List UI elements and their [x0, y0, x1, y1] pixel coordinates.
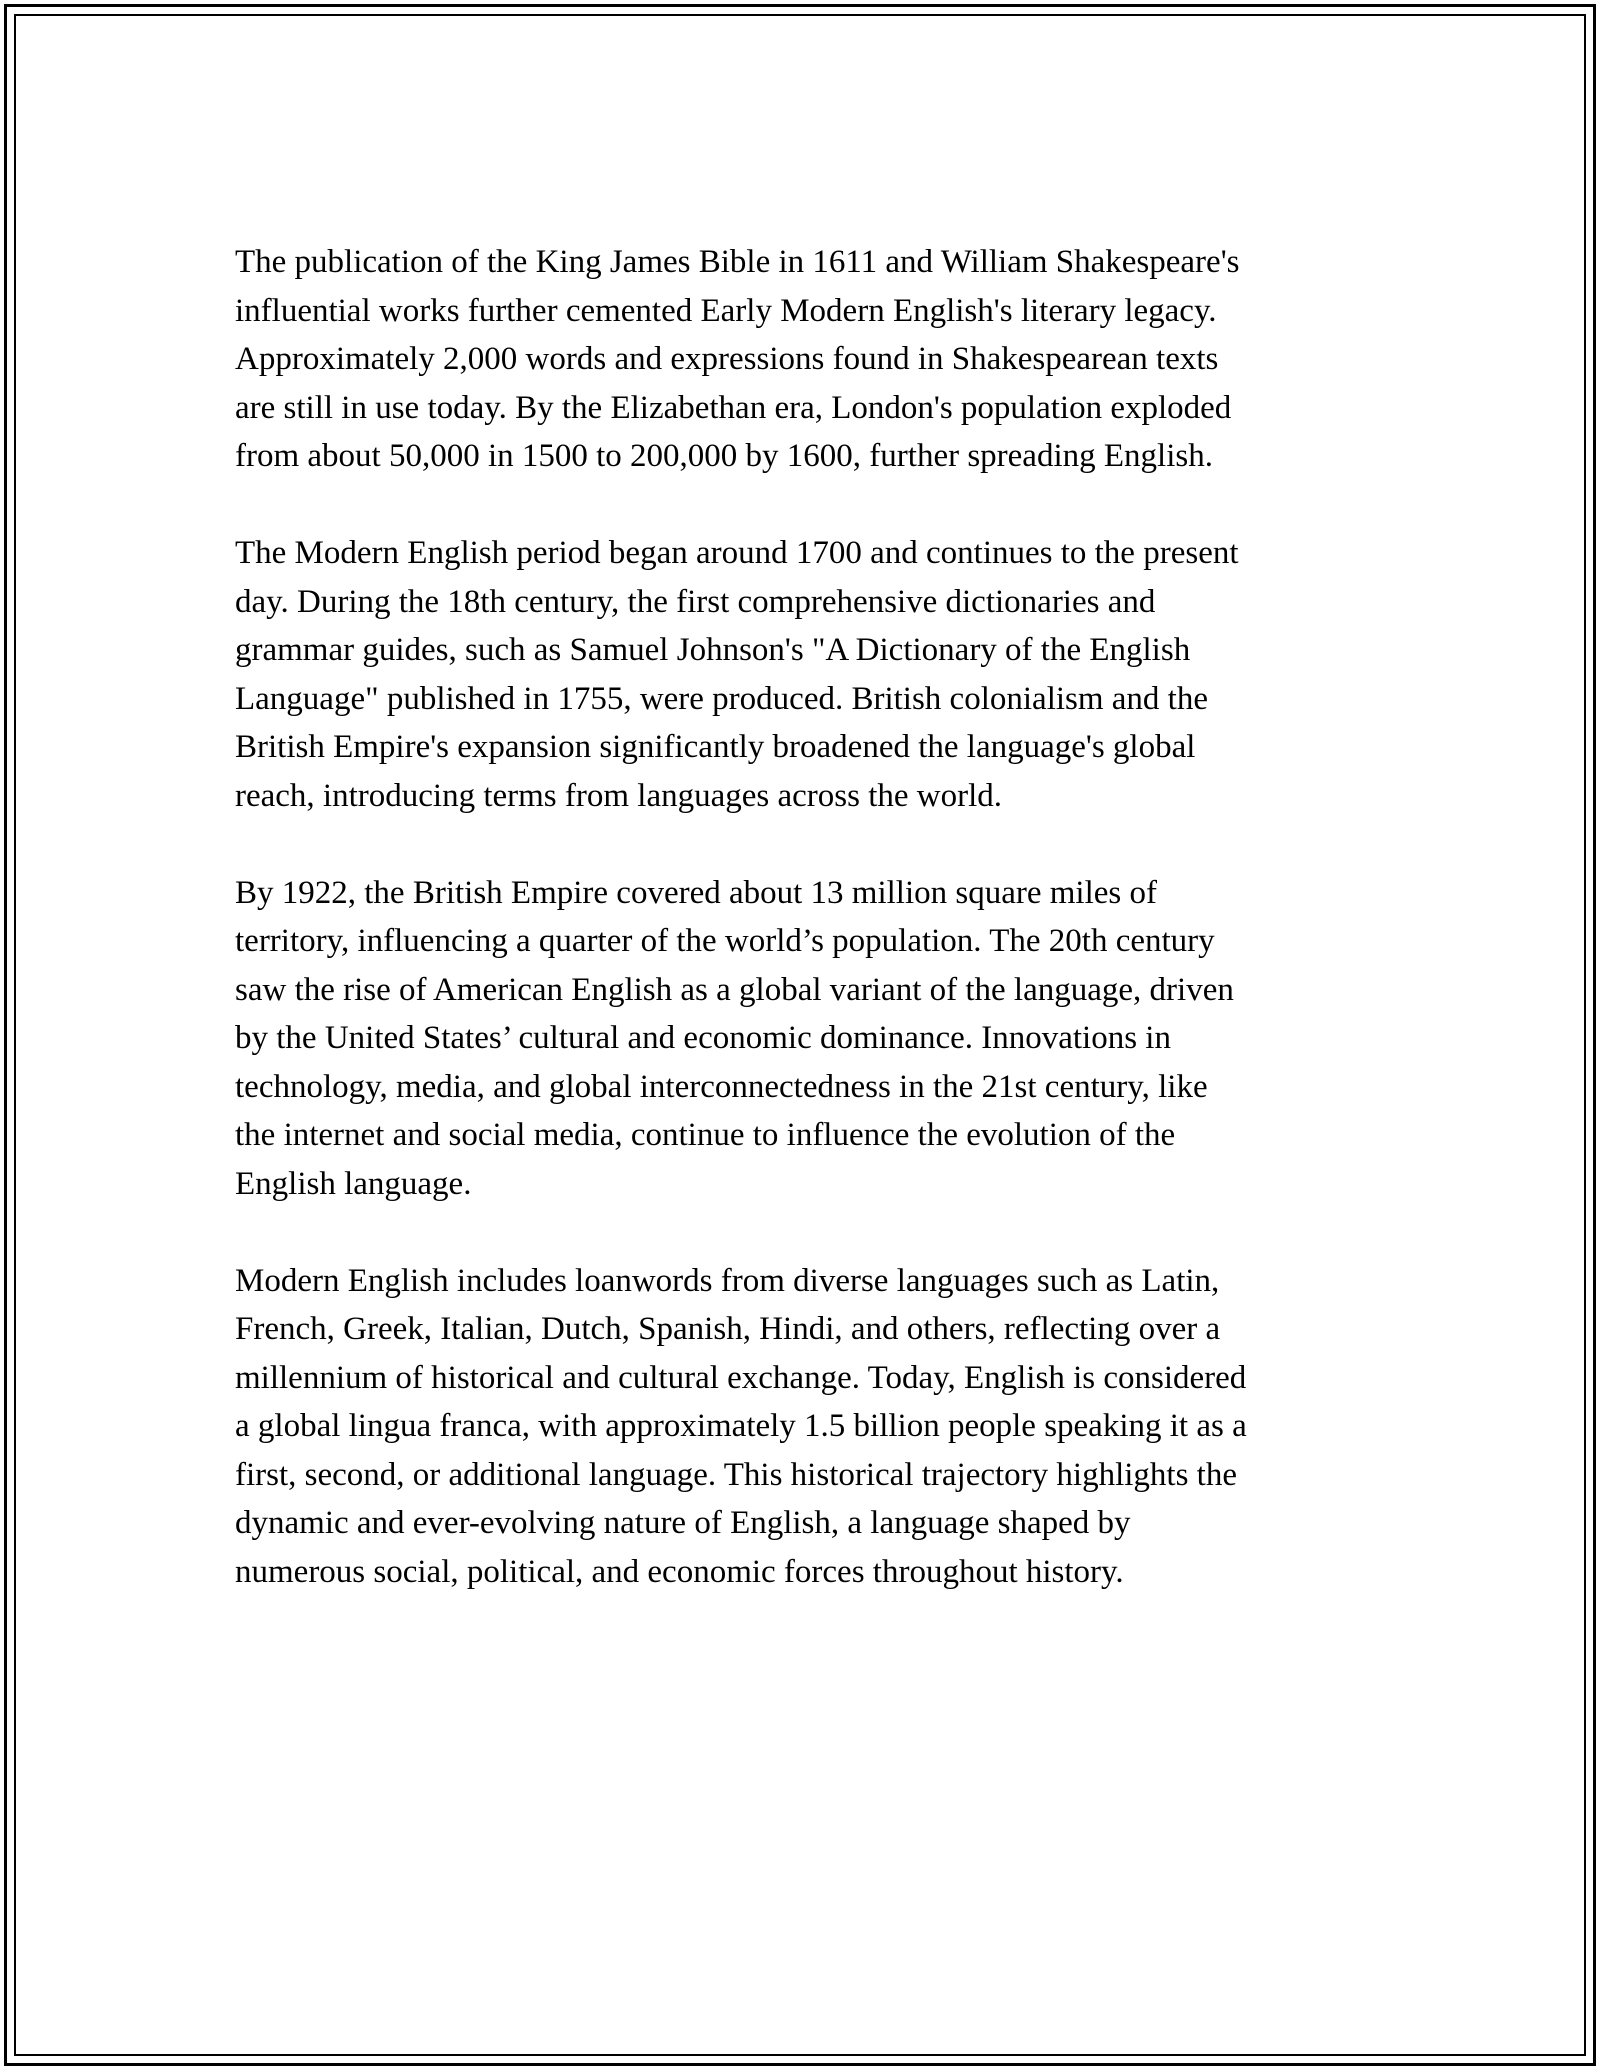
paragraph-1 — [235, 238, 1375, 481]
paragraph-4 — [235, 1257, 1375, 1597]
text-line: saw the rise of American English as a global variant of the language, driven — [235, 971, 1234, 1008]
text-line: British Empire's expansion significantly broadened the language's global — [235, 729, 1196, 765]
text-line: Approximately 2,000 words and expressions found in Shakespearean texts — [235, 341, 1219, 377]
text-line: by the United States’ cultural and economic dominance. Innovations in — [235, 1020, 1171, 1056]
document-body — [235, 238, 1375, 1645]
text-line: millennium of historical and cultural exchange. Today, English is considered — [235, 1359, 1247, 1396]
text-line: English language. — [235, 1165, 472, 1202]
text-line: are still in use today. By the Elizabethan era, London's population exploded — [235, 389, 1232, 426]
text-line: technology, media, and global interconnectedness in the 21st century, like — [235, 1068, 1208, 1105]
text-line: Modern English includes loanwords from diverse languages such as Latin, — [235, 1262, 1220, 1299]
text-line: Language" published in 1755, were produced. British colonialism and the — [235, 680, 1209, 717]
text-line: territory, influencing a quarter of the world’s population. The 20th century — [235, 923, 1215, 959]
text-line: The publication of the King James Bible in 1611 and William Shakespeare's — [235, 244, 1240, 280]
text-line: grammar guides, such as Samuel Johnson's "A Dictionary of the English — [235, 632, 1191, 668]
paragraph-3 — [235, 869, 1375, 1209]
text-line: first, second, or additional language. This historical trajectory highlights the — [235, 1456, 1237, 1493]
text-line: By 1922, the British Empire covered about 13 million square miles of — [235, 874, 1158, 911]
text-line: reach, introducing terms from languages across the world. — [235, 777, 1003, 814]
text-line: numerous social, political, and economic forces throughout history. — [235, 1553, 1124, 1590]
text-line: a global lingua franca, with approximately 1.5 billion people speaking it as a — [235, 1408, 1247, 1444]
text-line: French, Greek, Italian, Dutch, Spanish, Hindi, and others, reflecting over a — [235, 1311, 1221, 1347]
text-line: The Modern English period began around 1700 and continues to the present — [235, 535, 1239, 571]
paragraph-2 — [235, 529, 1375, 820]
text-line: the internet and social media, continue to influence the evolution of the — [235, 1117, 1176, 1153]
text-line: dynamic and ever-evolving nature of English, a language shaped by — [235, 1505, 1131, 1541]
text-line: day. During the 18th century, the first comprehensive dictionaries and — [235, 583, 1156, 620]
text-line: influential works further cemented Early Modern English's literary legacy. — [235, 292, 1217, 329]
text-line: from about 50,000 in 1500 to 200,000 by 1600, further spreading English. — [235, 438, 1213, 474]
